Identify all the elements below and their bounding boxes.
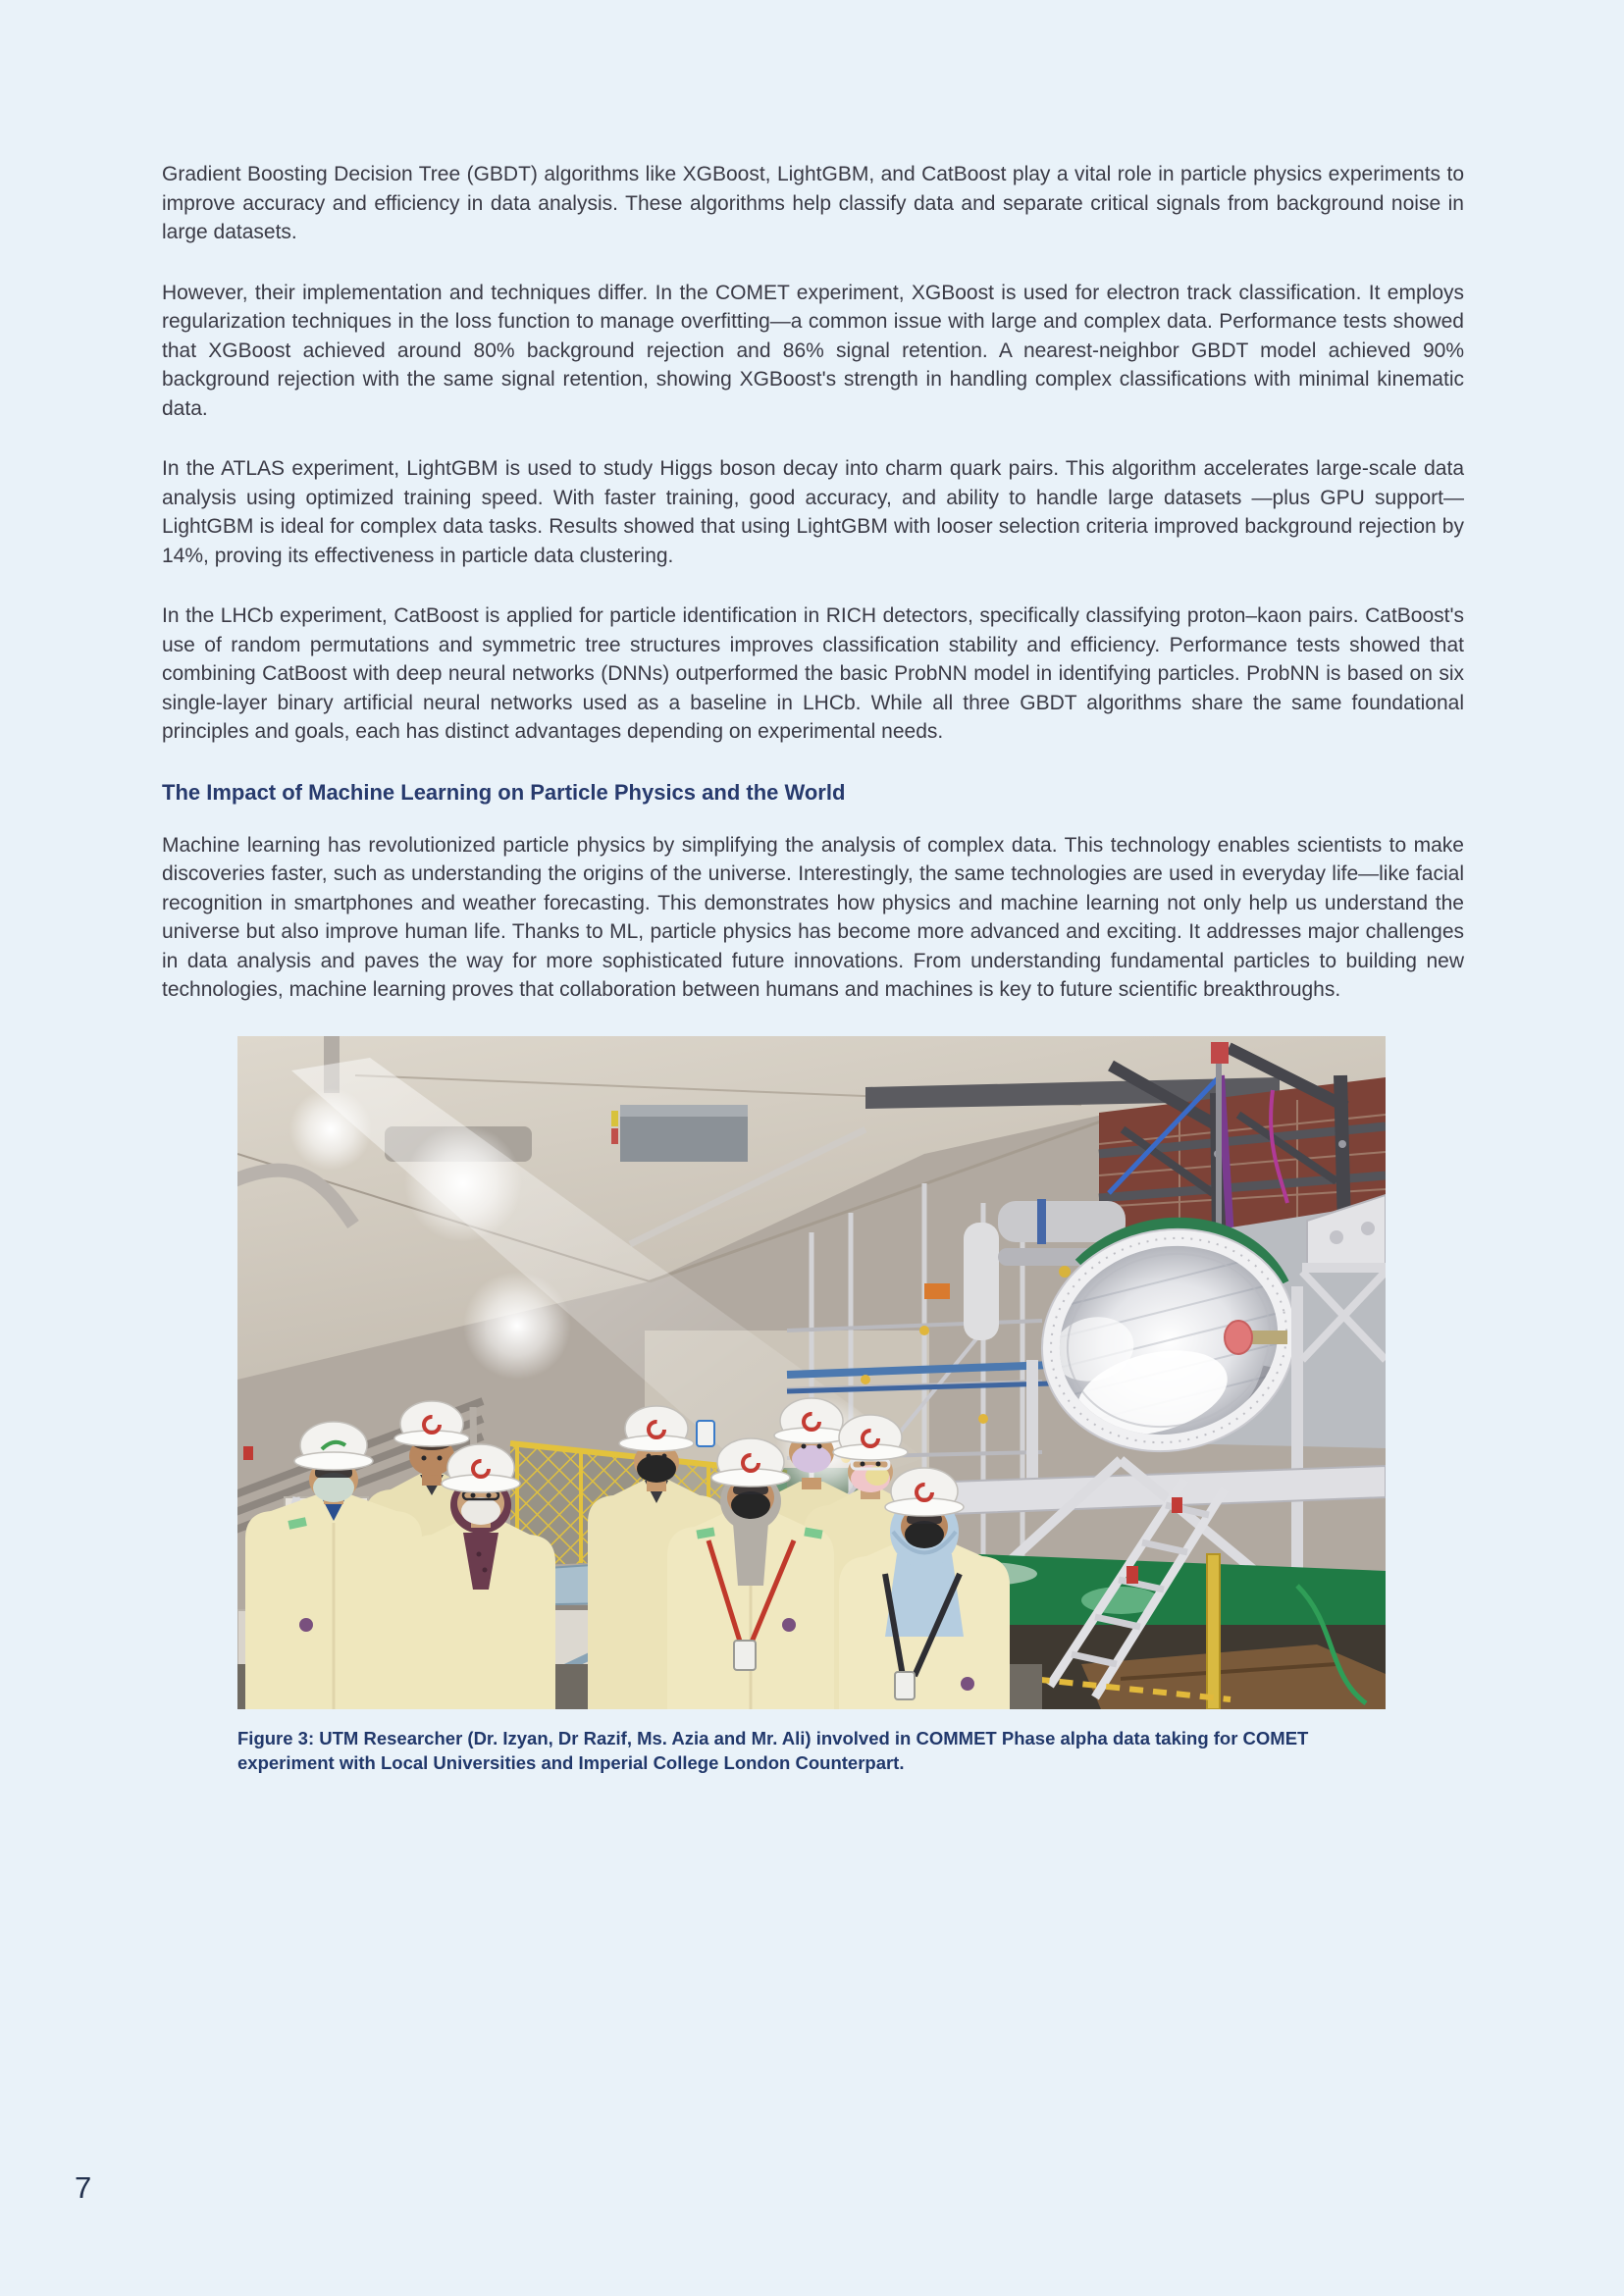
white-tank (964, 1223, 999, 1340)
paragraph-4: In the LHCb experiment, CatBoost is applied for particle identification in RICH detectors, specifically classifying proton–kaon pairs. CatBoost's use of random permutations and symmetric tree structures improves classification stability and efficiency. Performance tests showed that combining CatBoost with deep neural networks (DNNs) outperformed the basic ProbNN model in identifying particles. ProbNN is based on six single-layer binary artificial neural networks used as a baseline in LHCb. While all three GBDT algorithms share the same foundational principles and goals, each has distinct advantages depending on experimental needs. (162, 604, 1464, 743)
section-heading: The Impact of Machine Learning on Particle Physics and the World (162, 779, 846, 805)
article (162, 0, 1464, 1775)
silver-duct (998, 1201, 1126, 1242)
figure-caption: Figure 3: UTM Researcher (Dr. Izyan, Dr Razif, Ms. Azia and Mr. Ali) involved in COMMET Phase alpha data taking for COMET experiment with Local Universities and Imperial College London Counterpart. (237, 1727, 1309, 1773)
paragraph-2: However, their implementation and techniques differ. In the COMET experiment, XGBoost is used for electron track classification. It employs regularization techniques in the loss function to manage overfitting—a common issue with large and complex data. Performance tests showed that XGBoost achieved around 80% background rejection and 86% signal retention. A nearest-neighbor GBDT model achieved 90% background rejection with the same signal retention, showing XGBoost's strength in handling complex classifications with minimal kinematic data. (162, 281, 1464, 420)
id-badge (734, 1641, 756, 1670)
wall-sign (697, 1421, 714, 1446)
red-knob (1211, 1042, 1229, 1064)
paragraph-3: In the ATLAS experiment, LightGBM is used to study Higgs boson decay into charm quark pairs. This algorithm accelerates large-scale data analysis using optimized training speed. With faster training, good accuracy, and ability to handle large datasets —plus GPU support—LightGBM is ideal for complex data tasks. Results showed that using LightGBM with looser selection criteria improved background rejection by 14%, proving its effectiveness in particle data clustering. (162, 457, 1464, 567)
yellow-pole (1207, 1554, 1220, 1709)
figure-photo (237, 1036, 1386, 1709)
paragraph-5: Machine learning has revolutionized particle physics by simplifying the analysis of complex data. This technology enables scientists to make discoveries faster, such as understanding the origins of the universe. Interestingly, the same technologies are used in everyday life—like facial recognition in smartphones and weather forecasting. This demonstrates how physics and machine learning not only help us understand the universe but also improve human life. Thanks to ML, particle physics has become more advanced and exciting. It addresses major challenges in data analysis and paves the way for more sophisticated future innovations. From understanding fundamental particles to building new technologies, machine learning proves that collaboration between humans and machines is key to future scientific breakthroughs. (162, 833, 1464, 1001)
figure (162, 1036, 1464, 1775)
red-lamp (243, 1446, 253, 1460)
page-number: 7 (75, 2170, 92, 2205)
researchers-group (245, 1398, 1010, 1709)
paragraph-1: Gradient Boosting Decision Tree (GBDT) algorithms like XGBoost, LightGBM, and CatBoost play a vital role in particle physics experiments to improve accuracy and efficiency in data analysis. These algorithms help classify data and separate critical signals from background noise in large datasets. (162, 163, 1464, 243)
wall-unit (611, 1105, 748, 1162)
